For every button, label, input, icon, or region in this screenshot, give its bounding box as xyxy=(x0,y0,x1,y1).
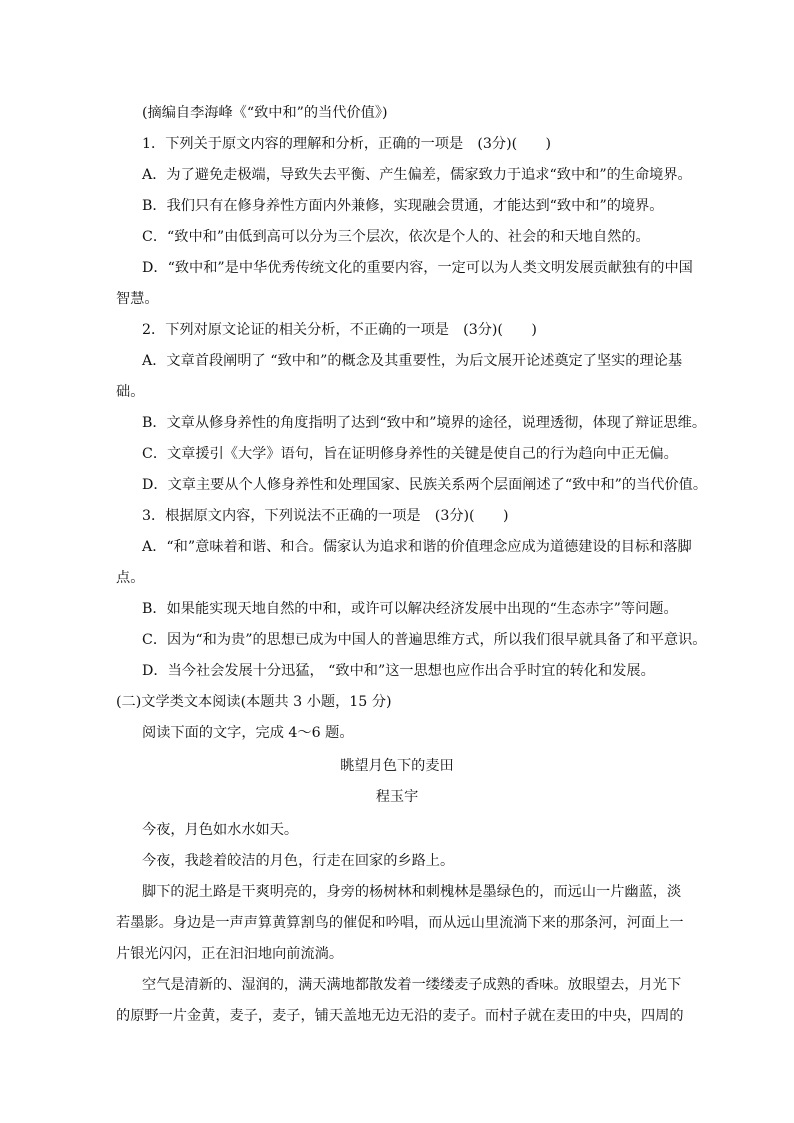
paragraph-4-line-1: 空气是清新的、湿润的，满天满地都散发着一缕缕麦子成熟的香味。放眼望去，月光下 xyxy=(142,977,682,993)
paragraph-2: 今夜，我趁着皎洁的月色，行走在回家的乡路上。 xyxy=(142,853,455,869)
question-1-option-d: D．“致中和”是中华优秀传统文化的重要内容，一定可以为人类文明发展贡献独有的中国 xyxy=(142,260,693,276)
question-3-option-a: A．“和”意味着和谐、和合。儒家认为追求和谐的价值理念应成为道德建设的目标和落脚 xyxy=(142,539,692,555)
question-2-stem: 2．下列对原文论证的相关分析，不正确的一项是 (3分)( ) xyxy=(142,322,537,338)
article-title: 眺望月色下的麦田 xyxy=(340,758,454,774)
paragraph-3-line-3: 片银光闪闪，正在汩汩地向前流淌。 xyxy=(116,946,344,962)
paragraph-1: 今夜，月色如水水如天。 xyxy=(142,822,299,838)
question-2-option-d: D．文章主要从个人修身养性和处理国家、民族关系两个层面阐述了“致中和”的当代价值。 xyxy=(142,477,708,493)
paragraph-3-line-1: 脚下的泥土路是干爽明亮的，身旁的杨树林和刺槐林是墨绿色的，而远山一片幽蓝，淡 xyxy=(142,884,682,900)
question-2-option-c: C．文章援引《大学》语句，旨在证明修身养性的关键是使自己的行为趋向中正无偏。 xyxy=(142,446,678,462)
question-1-option-d-continued: 智慧。 xyxy=(116,291,159,307)
question-2-option-a-continued: 础。 xyxy=(116,384,145,400)
section-2-heading: (二)文学类文本阅读(本题共 3 小题，15 分) xyxy=(116,694,392,710)
question-3-option-c: C．因为“和为贵”的思想已成为中国人的普遍思维方式，所以我们很早就具备了和平意识。 xyxy=(142,632,707,648)
question-1-option-b: B．我们只有在修身养性方面内外兼修，实现融会贯通，才能达到“致中和”的境界。 xyxy=(142,198,664,214)
question-1-option-c: C．“致中和”由低到高可以分为三个层次，依次是个人的、社会的和天地自然的。 xyxy=(142,229,650,245)
question-1-option-a: A．为了避免走极端，导致失去平衡、产生偏差，儒家致力于追求“致中和”的生命境界。 xyxy=(142,167,692,183)
reading-instruction: 阅读下面的文字，完成 4～6 题。 xyxy=(142,725,354,741)
question-3-stem: 3．根据原文内容，下列说法不正确的一项是 (3分)( ) xyxy=(142,508,509,524)
question-1-stem: 1．下列关于原文内容的理解和分析，正确的一项是 (3分)( ) xyxy=(142,136,552,152)
question-2-option-a: A．文章首段阐明了 “致中和”的概念及其重要性，为后文展开论述奠定了坚实的理论基 xyxy=(142,353,683,369)
question-3-option-b: B．如果能实现天地自然的中和，或许可以解决经济发展中出现的“生态赤字”等问题。 xyxy=(142,601,678,617)
paragraph-4-line-2: 的原野一片金黄，麦子，麦子，铺天盖地无边无沿的麦子。而村子就在麦田的中央，四周的 xyxy=(116,1008,684,1024)
question-2-option-b: B．文章从修身养性的角度指明了达到“致中和”境界的途径，说理透彻，体现了辩证思维。 xyxy=(142,415,707,431)
question-3-option-a-continued: 点。 xyxy=(116,570,145,586)
source-note: (摘编自李海峰《“致中和”的当代价值》) xyxy=(142,105,388,121)
article-author: 程玉宇 xyxy=(375,789,419,805)
paragraph-3-line-2: 若墨影。身边是一声声算黄算割鸟的催促和吟唱，而从远山里流淌下来的那条河，河面上一 xyxy=(116,915,684,931)
question-3-option-d: D．当今社会发展十分迅猛， “致中和”这一思想也应作出合乎时宜的转化和发展。 xyxy=(142,663,655,679)
